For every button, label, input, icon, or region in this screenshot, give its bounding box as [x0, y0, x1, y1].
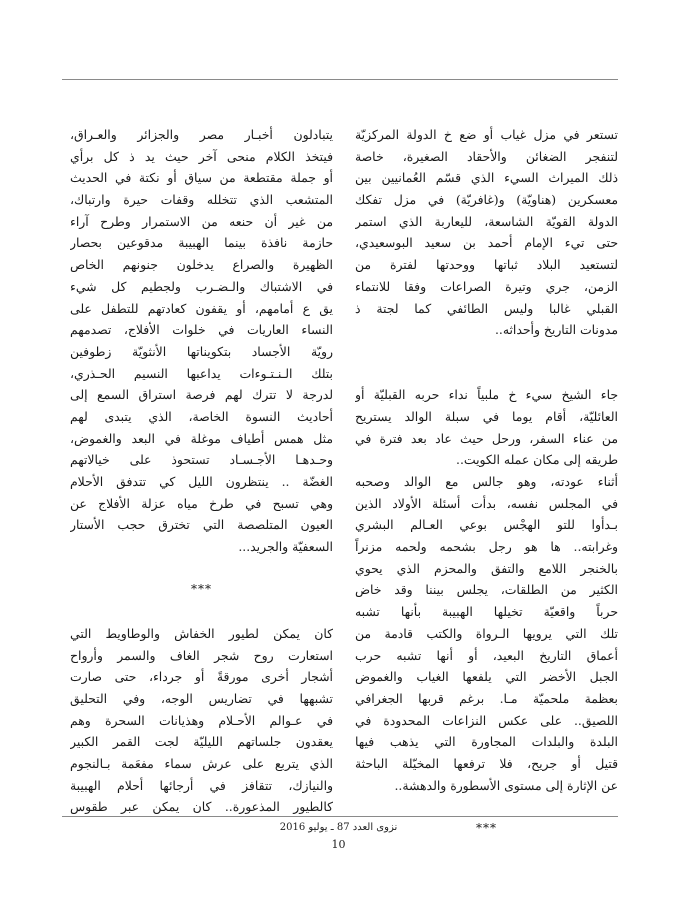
- text-line: العائليّة، أقام يوما في سبلة الوالد يستريح: [355, 408, 618, 424]
- text-line: تلك التي يرويها الـرواة والكتب قادمة من: [355, 625, 618, 641]
- text-line: حتى ‌تيء الإمام أحمد بن سعيد البوسعيدي،: [355, 235, 618, 251]
- text-line: تشبهها في تضاريس الوجه، وفي التحليق: [70, 690, 333, 706]
- text-line: أو جملة مقتطعة من سياق أو نكتة في الحديث: [70, 170, 333, 186]
- text-line: الذي يتربع على عرش سماء مفعَمة بـالنجوم: [70, 755, 333, 771]
- text-line: اللصيق.. على عكس النزاعات المحدودة في: [355, 712, 618, 728]
- text-line: رويّة الأجساد بتكويناتها الأنثويّة زطوفين: [70, 343, 333, 359]
- text-line: الظهيرة والصراع يدخلون جنونهم الخاص: [70, 257, 333, 273]
- text-line: يق ع أمامهم، أو يقفون كعادتهم للتطفل على: [70, 300, 333, 316]
- text-line: وحـدهـا الأجـسـاد تستحوذ على خيالاتهم: [70, 452, 333, 468]
- text-line: تستعر في ‌مزل غياب أو ضع خ الدولة المركزيّة: [355, 127, 618, 142]
- text-line: بتلك الـنـتـوءات يداعبها النسيم الحـذري،: [70, 365, 333, 381]
- text-line: فيتخذ الكلام منحى آخر حيث يد ذ كل برأي: [70, 148, 333, 164]
- text-line: من عناء السفر، ورحل حيث عاد بعد فترة في: [355, 430, 618, 446]
- right-column: [355, 124, 618, 840]
- left-column: [70, 124, 333, 818]
- text-line: في عـوالم الأحـلام وهذيانات السحرة وهم: [70, 712, 333, 728]
- text-line: الزمن، ‌جري وتيرة الصراعات وفقا للانتماء: [355, 278, 618, 294]
- footer-rule: [62, 816, 618, 817]
- text-line: والنيازك، تتقافز في أرجائها أحلام الهبيبة: [70, 777, 333, 793]
- text-line: يعقدون جلساتهم الليليّة لجت القمر الكبير: [70, 734, 333, 750]
- section-separator: ***: [191, 582, 212, 597]
- page-number: 10: [331, 838, 346, 851]
- text-line: العيون المتلصصة التي تخترق حجب الأستار: [70, 517, 333, 533]
- section-separator: ***: [476, 821, 497, 835]
- text-line: وهي تسبح في طرخ مياه عزلة الأفلاج عن: [70, 495, 333, 511]
- text-line: حازمة نافذة بينما الهبيبة مدقوعين بحصار: [70, 235, 333, 251]
- text-line: معسكرين (هناويّة) و(غافريّة) في ‌مزل تفكك: [355, 192, 618, 208]
- text-line: استعارت روح شجر الغاف والسمر وأرواح: [70, 647, 333, 663]
- text-line: الجبل الأخضر التي يلفعها الغياب والغموض: [355, 669, 618, 685]
- text-line: ذلك الميراث السيء الذي قسّم العُمانيين بين: [355, 170, 618, 186]
- text-line: لدرجة لا تترك لهم فرصة استراق السمع إلى: [70, 387, 333, 403]
- text-line: بعظمة ملحميّة مـا. برغم قربها الجغرافي: [355, 690, 618, 706]
- text-line: أثناء عودته، وهو جالس مع الوالد وصحبه: [355, 474, 618, 489]
- text-line: أحاديث النسوة الخاصة، الذي يتبدى لهم: [70, 408, 333, 424]
- text-line: عن الإثارة إلى مستوى الأسطورة والدهشة..: [394, 777, 618, 793]
- text-line: بالخنجر اللامع والتفق والمحزم الذي يحوي: [355, 560, 618, 576]
- issue-info: نزوى العدد 87 ـ يوليو 2016: [279, 822, 398, 833]
- text-line: مدونات التاريخ وأحداثه..: [494, 322, 618, 338]
- text-line: أعماق التاريخ البعيد، أو أنها تشبه حرب: [355, 647, 618, 663]
- text-line: من غير أن ‌حنعه من الاستمرار وطرح آراء: [70, 213, 333, 229]
- text-line: مثل همس أطياف موغلة في البعد والغموض،: [70, 430, 333, 446]
- text-line: كالطيور المذعورة.. كان يمكن عبر طقوس: [70, 799, 333, 815]
- text-line: القبلي غالبا وليس الطائفي كما لجتة‌ ذ: [355, 300, 618, 316]
- text-line: أشجار أخرى مورقةً أو جرداء، حتى صارت: [70, 669, 333, 685]
- text-line: في الاشتباك والـضـرب ولجطيم كل شيء: [70, 278, 333, 294]
- text-line: طريقه إلى مكان عمله الكويت..: [456, 452, 618, 468]
- text-line: الدولة القويّة الشاسعة، لليعاربة الذي استمر: [355, 213, 618, 229]
- text-line: لتنفجر الضغائن والأحقاد الصغيرة، خاصة: [355, 148, 618, 164]
- text-line: لتستعيد البلاد ثباتها ووحدتها لفترة من: [355, 257, 618, 273]
- text-line: النساء العاريات في خلوات الأفلاج، تصدمهم: [70, 322, 333, 338]
- text-line: يتبادلون أخبـار مصر والجزائر والعـراق،: [70, 127, 333, 142]
- text-line: جاء الشيخ سيء خ ملبياً نداء حربه القبليّة أو: [355, 387, 618, 403]
- text-line: وغرابته.. ها هو رجل بشحمه ولحمه مزنراً: [355, 539, 618, 555]
- text-line: الغضّة .. ينتظرون الليل كي تتدفق الأحلام: [70, 474, 333, 489]
- text-line: المتشعب الذي تتخلله وقفات حيرة وارتباك،: [70, 192, 333, 208]
- top-rule: [62, 79, 618, 80]
- text-line: الكثير من الطلقات، يجلس بيننا وقد خاض: [355, 582, 618, 598]
- text-line: قتيل أو جريح، فلا ترفعها المخيّلة الباحثة: [355, 755, 618, 771]
- text-line: حرباً واقعيّة تخيلها الهبيبة بأنها تشبه: [355, 604, 618, 620]
- text-line: في المجلس نفسه، بدأت أسئلة الأولاد الذين: [355, 495, 618, 511]
- text-line: بـدأوا للتو الهجْس بوعي العـالم البشري: [355, 517, 618, 533]
- text-line: كان يمكن لطيور الخفاش والوطاويط التي: [70, 625, 333, 641]
- text-line: البلدة والبلدات المجاورة التي يذهب فيها: [355, 734, 618, 750]
- text-line: السعفيّة والجريد...: [238, 539, 333, 555]
